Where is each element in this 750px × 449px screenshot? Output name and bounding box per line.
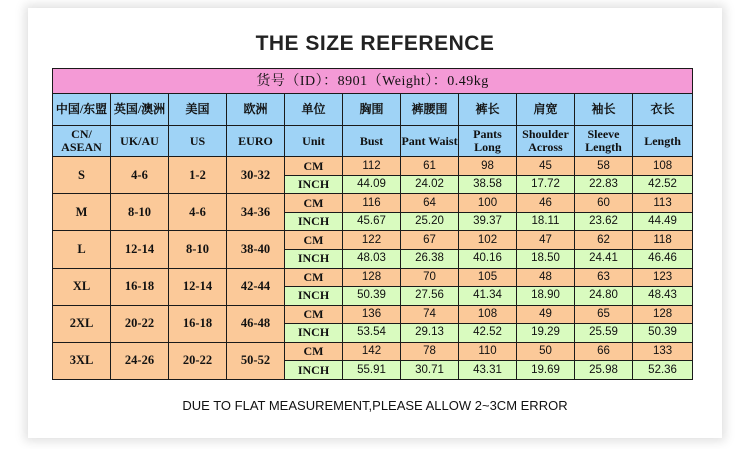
header-cn-cell: 肩宽 — [517, 94, 575, 126]
header-en-cell: Shoulder Across — [517, 126, 575, 157]
cm-value-cell: 49 — [517, 305, 575, 324]
cm-value-cell: 64 — [401, 194, 459, 213]
inch-value-cell: 19.29 — [517, 324, 575, 343]
inch-value-cell: 24.80 — [575, 287, 633, 306]
size-euro-cell: 30-32 — [227, 157, 285, 194]
size-row-cm — [53, 305, 693, 324]
unit-inch-cell: INCH — [285, 287, 343, 306]
unit-cm-cell: CM — [285, 194, 343, 213]
inch-value-cell: 40.16 — [459, 250, 517, 269]
header-cn-cell: 袖长 — [575, 94, 633, 126]
inch-value-cell: 41.34 — [459, 287, 517, 306]
cm-value-cell: 105 — [459, 268, 517, 287]
size-euro-cell: 38-40 — [227, 231, 285, 268]
cm-value-cell: 110 — [459, 342, 517, 361]
header-en-cell: Sleeve Length — [575, 126, 633, 157]
size-euro-cell: 50-52 — [227, 342, 285, 379]
page-title: THE SIZE REFERENCE — [255, 32, 495, 55]
inch-value-cell: 24.02 — [401, 175, 459, 194]
inch-value-cell: 25.20 — [401, 212, 459, 231]
size-uk-cell: 8-10 — [111, 194, 169, 231]
cm-value-cell: 45 — [517, 157, 575, 176]
size-cn-cell: L — [53, 231, 111, 268]
cm-value-cell: 62 — [575, 231, 633, 250]
size-us-cell: 12-14 — [169, 268, 227, 305]
cm-value-cell: 122 — [343, 231, 401, 250]
inch-value-cell: 52.36 — [633, 361, 693, 380]
inch-value-cell: 44.49 — [633, 212, 693, 231]
header-cn-cell: 中国/东盟 — [53, 94, 111, 126]
header-en-cell: Pants Long — [459, 126, 517, 157]
cm-value-cell: 100 — [459, 194, 517, 213]
inch-value-cell: 46.46 — [633, 250, 693, 269]
header-cn-cell: 胸围 — [343, 94, 401, 126]
inch-value-cell: 38.58 — [459, 175, 517, 194]
header-en-cell: Length — [633, 126, 693, 157]
cm-value-cell: 113 — [633, 194, 693, 213]
inch-value-cell: 39.37 — [459, 212, 517, 231]
inch-value-cell: 19.69 — [517, 361, 575, 380]
inch-value-cell: 53.54 — [343, 324, 401, 343]
size-row-cm — [53, 194, 693, 213]
size-uk-cell: 12-14 — [111, 231, 169, 268]
header-row-en — [53, 126, 693, 157]
inch-value-cell: 42.52 — [459, 324, 517, 343]
cm-value-cell: 128 — [633, 305, 693, 324]
inch-value-cell: 27.56 — [401, 287, 459, 306]
size-uk-cell: 24-26 — [111, 342, 169, 379]
header-en-cell: UK/AU — [111, 126, 169, 157]
header-en-cell: US — [169, 126, 227, 157]
cm-value-cell: 58 — [575, 157, 633, 176]
cm-value-cell: 50 — [517, 342, 575, 361]
cm-value-cell: 66 — [575, 342, 633, 361]
cm-value-cell: 123 — [633, 268, 693, 287]
header-cn-cell: 欧洲 — [227, 94, 285, 126]
cm-value-cell: 128 — [343, 268, 401, 287]
header-en-cell: Pant Waist — [401, 126, 459, 157]
header-cn-cell: 单位 — [285, 94, 343, 126]
inch-value-cell: 22.83 — [575, 175, 633, 194]
header-en-cell: EURO — [227, 126, 285, 157]
size-us-cell: 1-2 — [169, 157, 227, 194]
inch-value-cell: 23.62 — [575, 212, 633, 231]
unit-inch-cell: INCH — [285, 175, 343, 194]
cm-value-cell: 133 — [633, 342, 693, 361]
cm-value-cell: 46 — [517, 194, 575, 213]
inch-value-cell: 50.39 — [343, 287, 401, 306]
inch-value-cell: 44.09 — [343, 175, 401, 194]
size-cn-cell: 3XL — [53, 342, 111, 379]
unit-inch-cell: INCH — [285, 324, 343, 343]
cm-value-cell: 63 — [575, 268, 633, 287]
size-uk-cell: 4-6 — [111, 157, 169, 194]
unit-cm-cell: CM — [285, 305, 343, 324]
unit-inch-cell: INCH — [285, 212, 343, 231]
unit-inch-cell: INCH — [285, 361, 343, 380]
header-cn-cell: 英国/澳洲 — [111, 94, 169, 126]
measurement-note: DUE TO FLAT MEASUREMENT,PLEASE ALLOW 2~3CM ERROR — [182, 398, 568, 413]
cm-value-cell: 108 — [633, 157, 693, 176]
cm-value-cell: 48 — [517, 268, 575, 287]
cm-value-cell: 118 — [633, 231, 693, 250]
inch-value-cell: 55.91 — [343, 361, 401, 380]
header-cn-cell: 裤长 — [459, 94, 517, 126]
cm-value-cell: 108 — [459, 305, 517, 324]
product-id-weight: 货号（ID）：8901（Weight）：0.49kg — [53, 69, 693, 94]
inch-value-cell: 48.03 — [343, 250, 401, 269]
header-en-cell: Bust — [343, 126, 401, 157]
id-row — [53, 69, 693, 94]
size-euro-cell: 46-48 — [227, 305, 285, 342]
header-cn-cell: 美国 — [169, 94, 227, 126]
cm-value-cell: 74 — [401, 305, 459, 324]
inch-value-cell: 45.67 — [343, 212, 401, 231]
inch-value-cell: 42.52 — [633, 175, 693, 194]
header-en-cell: Unit — [285, 126, 343, 157]
size-euro-cell: 42-44 — [227, 268, 285, 305]
size-us-cell: 4-6 — [169, 194, 227, 231]
inch-value-cell: 18.50 — [517, 250, 575, 269]
size-us-cell: 20-22 — [169, 342, 227, 379]
cm-value-cell: 98 — [459, 157, 517, 176]
cm-value-cell: 136 — [343, 305, 401, 324]
header-row-cn — [53, 94, 693, 126]
cm-value-cell: 70 — [401, 268, 459, 287]
size-euro-cell: 34-36 — [227, 194, 285, 231]
unit-cm-cell: CM — [285, 157, 343, 176]
cm-value-cell: 116 — [343, 194, 401, 213]
size-cn-cell: M — [53, 194, 111, 231]
unit-cm-cell: CM — [285, 231, 343, 250]
inch-value-cell: 43.31 — [459, 361, 517, 380]
cm-value-cell: 102 — [459, 231, 517, 250]
cm-value-cell: 78 — [401, 342, 459, 361]
cm-value-cell: 65 — [575, 305, 633, 324]
size-uk-cell: 20-22 — [111, 305, 169, 342]
cm-value-cell: 47 — [517, 231, 575, 250]
cm-value-cell: 61 — [401, 157, 459, 176]
inch-value-cell: 25.59 — [575, 324, 633, 343]
header-cn-cell: 裤腰围 — [401, 94, 459, 126]
inch-value-cell: 18.11 — [517, 212, 575, 231]
size-row-cm — [53, 157, 693, 176]
inch-value-cell: 26.38 — [401, 250, 459, 269]
size-us-cell: 16-18 — [169, 305, 227, 342]
size-row-cm — [53, 342, 693, 361]
size-row-cm — [53, 268, 693, 287]
size-uk-cell: 16-18 — [111, 268, 169, 305]
size-row-cm — [53, 231, 693, 250]
size-cn-cell: S — [53, 157, 111, 194]
size-table — [52, 68, 693, 380]
unit-cm-cell: CM — [285, 342, 343, 361]
inch-value-cell: 18.90 — [517, 287, 575, 306]
inch-value-cell: 17.72 — [517, 175, 575, 194]
header-en-cell: CN/ ASEAN — [53, 126, 111, 157]
inch-value-cell: 48.43 — [633, 287, 693, 306]
inch-value-cell: 29.13 — [401, 324, 459, 343]
header-cn-cell: 衣长 — [633, 94, 693, 126]
inch-value-cell: 30.71 — [401, 361, 459, 380]
inch-value-cell: 25.98 — [575, 361, 633, 380]
cm-value-cell: 67 — [401, 231, 459, 250]
unit-inch-cell: INCH — [285, 250, 343, 269]
inch-value-cell: 50.39 — [633, 324, 693, 343]
cm-value-cell: 112 — [343, 157, 401, 176]
size-cn-cell: 2XL — [53, 305, 111, 342]
cm-value-cell: 60 — [575, 194, 633, 213]
cm-value-cell: 142 — [343, 342, 401, 361]
size-cn-cell: XL — [53, 268, 111, 305]
size-us-cell: 8-10 — [169, 231, 227, 268]
unit-cm-cell: CM — [285, 268, 343, 287]
inch-value-cell: 24.41 — [575, 250, 633, 269]
